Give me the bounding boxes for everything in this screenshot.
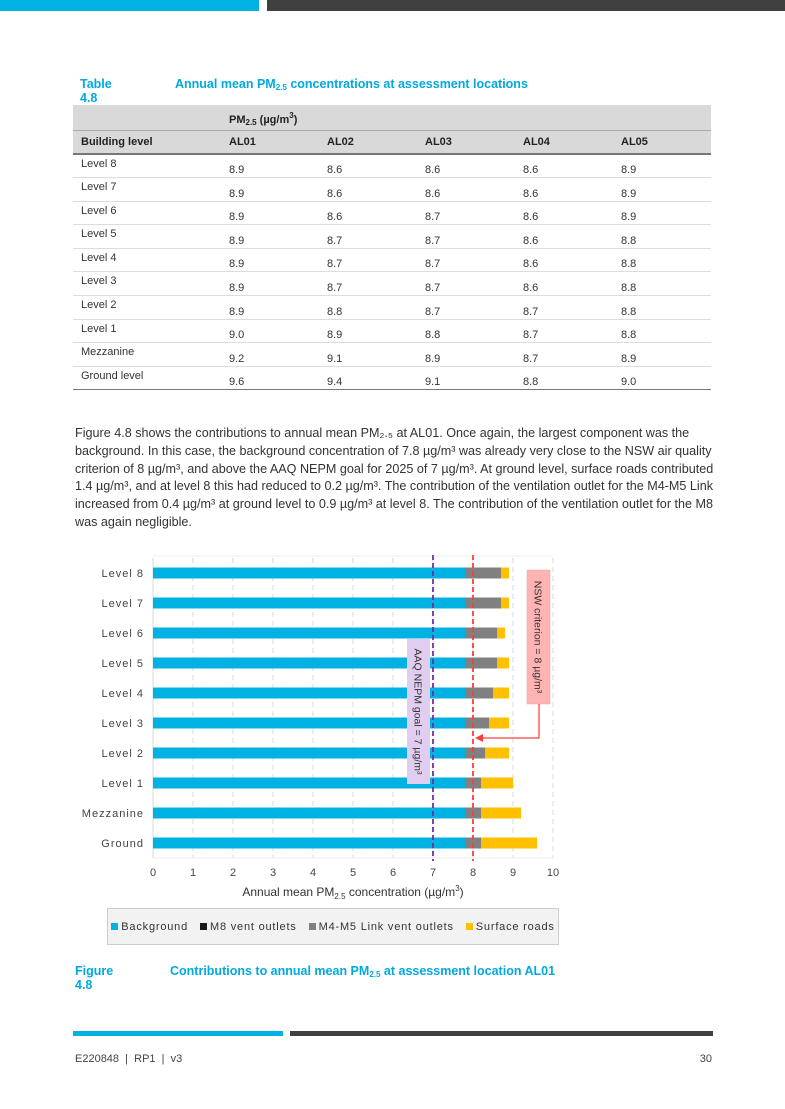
table-cell: 8.6 [417,154,515,178]
x-axis-label [242,884,463,901]
table-cell: 9.0 [221,319,319,343]
table-cell: 8.8 [613,296,711,320]
legend-swatch [309,923,316,930]
x-tick-label: 4 [309,867,317,879]
row-label: Level 4 [73,248,221,272]
category-label: Level 1 [101,778,144,790]
chart-legend [107,908,559,945]
table-cell: 8.7 [515,296,613,320]
table-cell: 8.9 [613,343,711,367]
row-label: Level 7 [73,178,221,202]
row-header: Building level [73,130,221,154]
table-cell: 8.7 [515,319,613,343]
x-tick-label: 9 [509,867,517,879]
bar-segment-m4-m5-link-vent-outlets [465,568,501,579]
x-axis-label-part: 3 [455,884,460,893]
body-paragraph: Figure 4.8 shows the contributions to annual mean PM₂.₅ at AL01. Once again, the largest component was the background. In this case, the background concentration of 7.8 µg/m³ was already very close to the NSW air quality criterion of 8 µg/m³, and above the AAQ NEPM goal for 2025 of 7 µg/m³. At ground level, surface roads contributed 1.4 µg/m³, and at level 8 this had reduced to 0.2 µg/m³. The contribution of the ventilation outlet for the M4-M5 Link increased from 0.4 µg/m³ at ground level to 0.9 µg/m³ at level 8. The contribution of the ventilation outlet for the M8 was again negligible. [75,426,714,529]
bar-segment-surface-roads [497,628,505,639]
table-cell: 8.6 [319,154,417,178]
legend-label: Background [121,920,189,933]
column-header: AL04 [515,130,613,154]
table-cell: 8.9 [613,154,711,178]
table-cell: 8.9 [319,319,417,343]
bar-segment-surface-roads [501,598,509,609]
table-cell: 8.6 [417,178,515,202]
bar-segment-surface-roads [489,718,509,729]
table-cell: 9.4 [319,366,417,390]
nsw-criterion-label: NSW criterion = 8 µg/m³ [531,580,544,694]
table-cell: 8.6 [515,225,613,249]
table-cell: 8.6 [515,248,613,272]
legend-label: M8 vent outlets [210,920,297,933]
x-tick-label: 6 [389,867,397,879]
bar-segment-background [153,598,465,609]
table-cell: 8.8 [515,366,613,390]
legend-swatch [111,923,118,930]
table-cell: 8.8 [613,272,711,296]
row-label: Level 2 [73,296,221,320]
x-axis-label-part: Annual mean PM [242,885,335,899]
table-cell: 8.6 [515,201,613,225]
table-cell: 8.9 [417,343,515,367]
column-header: AL01 [221,130,319,154]
table-cell: 8.8 [417,319,515,343]
row-label: Ground level [73,366,221,390]
table-cell: 8.8 [319,296,417,320]
table-cell: 9.6 [221,366,319,390]
row-label: Mezzanine [73,343,221,367]
bar-segment-background [153,568,465,579]
arrow-head-icon [475,734,483,742]
legend-label: Surface roads [475,920,555,933]
legend-label: M4-M5 Link vent outlets [318,920,454,933]
table-cell: 8.9 [221,154,319,178]
table-cell: 8.9 [221,296,319,320]
table-cell: 8.6 [515,154,613,178]
x-tick-label: 8 [469,867,477,879]
table-cell: 8.7 [417,272,515,296]
legend-item [111,921,188,933]
bar-segment-m4-m5-link-vent-outlets [465,688,493,699]
table-cell: 8.7 [417,296,515,320]
bar-segment-background [153,628,465,639]
category-label: Level 5 [101,658,144,670]
page-number: 30 [699,1053,712,1065]
category-label: Level 4 [101,688,144,700]
category-label: Level 3 [101,718,144,730]
category-label: Level 6 [101,628,144,640]
table-cell: 8.7 [319,225,417,249]
footer-dark-bar [290,1031,713,1036]
table-cell: 8.9 [613,201,711,225]
bar-segment-surface-roads [481,808,521,819]
table-cell: 8.6 [319,201,417,225]
bar-segment-m4-m5-link-vent-outlets [465,628,497,639]
legend-item [466,921,555,933]
row-label: Level 1 [73,319,221,343]
x-tick-label: 2 [229,867,237,879]
bar-segment-surface-roads [481,838,537,849]
x-tick-label: 5 [349,867,357,879]
table-cell: 8.7 [319,272,417,296]
x-axis-label-part: ) [459,885,464,899]
bar-segment-m4-m5-link-vent-outlets [465,718,489,729]
table-caption-title: Annual mean $PM_{2.5}$ concentrations at assessment locations [175,77,528,92]
figure-caption-number: Figure 4.8 [75,964,114,992]
table-cell: 8.9 [221,201,319,225]
x-axis-label-part: 2.5 [334,892,346,901]
row-label: Level 3 [73,272,221,296]
table-cell: 8.7 [417,225,515,249]
bar-segment-surface-roads [501,568,509,579]
category-label: Mezzanine [81,808,144,820]
column-header: AL03 [417,130,515,154]
category-label: Level 7 [101,598,144,610]
category-label: Ground [101,838,144,850]
table-cell: 8.9 [221,272,319,296]
bar-segment-surface-roads [481,778,513,789]
bar-segment-m4-m5-link-vent-outlets [465,658,497,669]
table-cell: 8.7 [319,248,417,272]
nepm-goal-label: AAQ NEPM goal = 7 µg/m³ [411,648,424,775]
table-group-header: $PM_{2.5}$ $(\mu g/m^3)$ [221,105,319,130]
x-axis-label-part: concentration (µg/m [345,885,456,899]
x-tick-label: 1 [189,867,197,879]
table-cell: 8.6 [515,272,613,296]
table-cell: 8.8 [613,319,711,343]
legend-swatch [466,923,473,930]
bar-segment-surface-roads [485,748,509,759]
table-cell: 8.7 [417,248,515,272]
table-caption-number: Table 4.8 [80,77,112,105]
document-reference: E220848 | RP1 | v3 [75,1053,183,1065]
table-cell: 9.0 [613,366,711,390]
legend-item [309,921,454,933]
table-cell: 8.9 [221,178,319,202]
figure-caption-title: Contributions to annual mean $PM_{2.5}$ at assessment location AL01 [170,964,556,979]
bar-segment-surface-roads [497,658,509,669]
x-tick-label: 0 [149,867,157,879]
x-tick-label: 3 [269,867,277,879]
column-header: AL05 [613,130,711,154]
bar-segment-m4-m5-link-vent-outlets [465,748,485,759]
row-label: Level 5 [73,225,221,249]
x-tick-label: 7 [429,867,437,879]
footer-accent-bar [73,1031,283,1036]
table-cell: 8.6 [319,178,417,202]
table-cell: 8.8 [613,225,711,249]
table-cell: 8.8 [613,248,711,272]
table-cell: 8.6 [515,178,613,202]
table-cell: 8.9 [221,225,319,249]
legend-swatch [200,923,207,930]
row-label: Level 8 [73,154,221,178]
bar-segment-surface-roads [493,688,509,699]
table-cell: 8.9 [613,178,711,202]
category-label: Level 2 [101,748,144,760]
table-cell: 9.2 [221,343,319,367]
table-cell: 9.1 [319,343,417,367]
legend-item [200,921,297,933]
table-cell: 8.7 [515,343,613,367]
bar-segment-background [153,838,465,849]
category-label: Level 8 [101,568,144,580]
bar-segment-background [153,808,465,819]
table-cell: 8.9 [221,248,319,272]
table-cell: 9.1 [417,366,515,390]
x-tick-label: 10 [546,867,560,879]
bar-segment-m4-m5-link-vent-outlets [465,598,501,609]
row-label: Level 6 [73,201,221,225]
column-header: AL02 [319,130,417,154]
table-cell: 8.7 [417,201,515,225]
